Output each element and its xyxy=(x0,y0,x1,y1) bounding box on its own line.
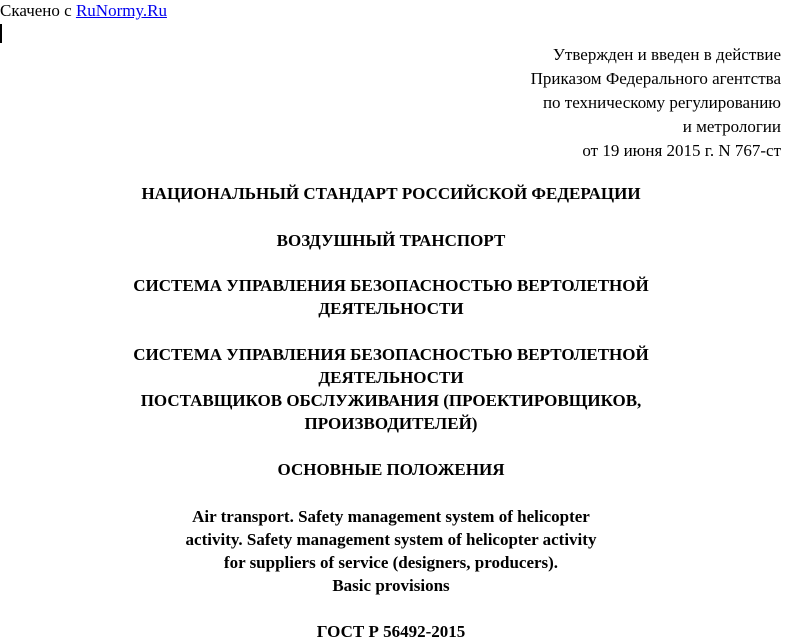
approval-block xyxy=(531,43,781,163)
english-title-line: activity. Safety management system of helicopter activity xyxy=(185,530,597,549)
english-title-line: Basic provisions xyxy=(332,576,450,595)
approval-line: и метрологии xyxy=(682,117,781,136)
title-2-line: ДЕЯТЕЛЬНОСТИ xyxy=(318,368,464,387)
domain-heading xyxy=(0,229,782,252)
approval-line: от 19 июня 2015 г. N 767-ст xyxy=(582,141,781,160)
title-1-line: ДЕЯТЕЛЬНОСТИ xyxy=(318,299,464,318)
title-2 xyxy=(0,343,782,435)
source-link[interactable]: RuNormy.Ru xyxy=(75,1,167,20)
title-1 xyxy=(0,274,782,320)
domain-text: ВОЗДУШНЫЙ ТРАНСПОРТ xyxy=(276,231,506,250)
approval-line: по техническому регулированию xyxy=(542,93,781,112)
approval-line: Утвержден и введен в действие xyxy=(552,45,781,64)
subtitle-text: ОСНОВНЫЕ ПОЛОЖЕНИЯ xyxy=(277,460,505,479)
english-title-line: Air transport. Safety management system of helicopter xyxy=(192,507,590,526)
standard-code: ГОСТ Р 56492-2015 xyxy=(316,622,466,641)
approval-line: Приказом Федерального агентства xyxy=(530,69,781,88)
title-1-line: СИСТЕМА УПРАВЛЕНИЯ БЕЗОПАСНОСТЬЮ ВЕРТОЛЕТНОЙ xyxy=(133,276,649,295)
text-cursor xyxy=(0,24,2,43)
national-standard-text: НАЦИОНАЛЬНЫЙ СТАНДАРТ РОССИЙСКОЙ ФЕДЕРАЦИИ xyxy=(141,184,641,203)
title-2-line: ПОСТАВЩИКОВ ОБСЛУЖИВАНИЯ (ПРОЕКТИРОВЩИКОВ, xyxy=(140,391,642,410)
source-line xyxy=(0,1,167,21)
national-standard-heading xyxy=(0,182,782,205)
english-title-line: for suppliers of service (designers, producers). xyxy=(223,553,559,572)
title-2-line: СИСТЕМА УПРАВЛЕНИЯ БЕЗОПАСНОСТЬЮ ВЕРТОЛЕТНОЙ xyxy=(133,345,649,364)
title-2-line: ПРОИЗВОДИТЕЛЕЙ) xyxy=(304,414,478,433)
subtitle-heading xyxy=(0,458,782,481)
english-title xyxy=(0,505,782,597)
source-prefix: Скачено с xyxy=(0,1,72,20)
